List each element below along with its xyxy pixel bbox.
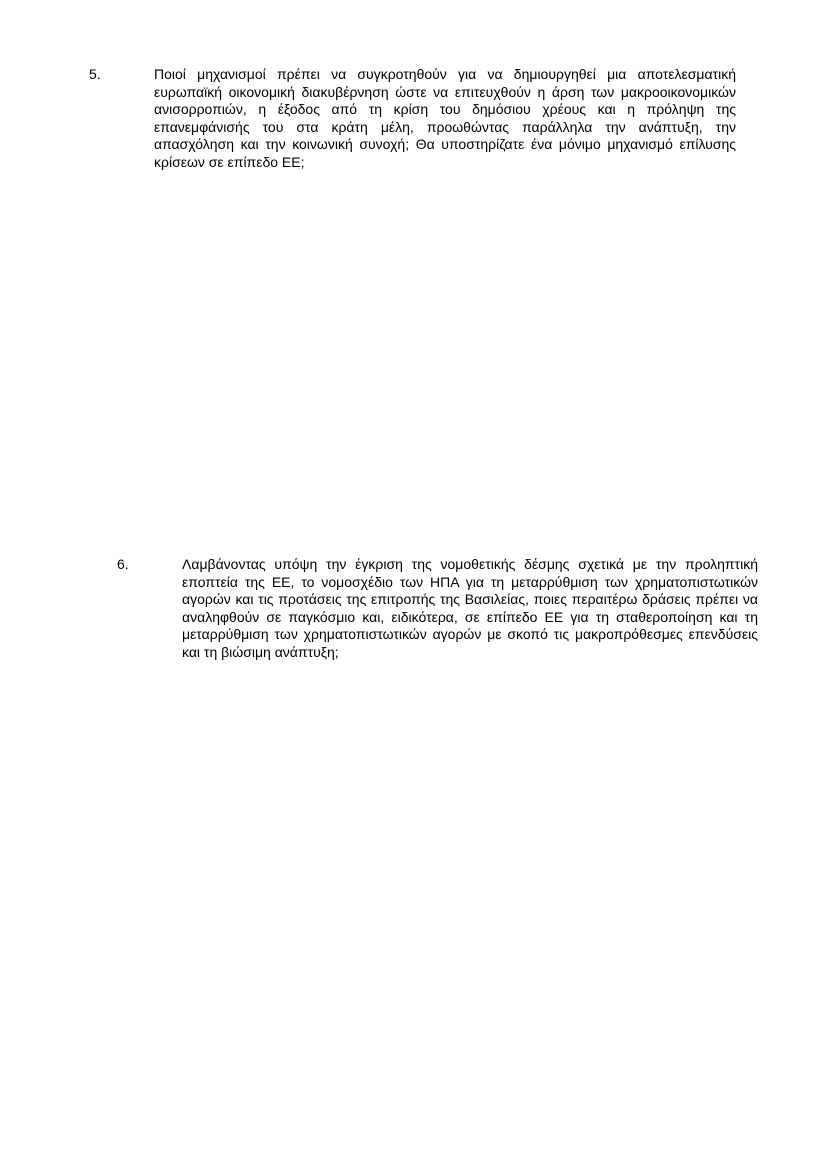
question-text: Λαμβάνοντας υπόψη την έγκριση της νομοθετικής δέσμης σχετικά με την προληπτική εποπτεία της ΕΕ, το νομοσχέδιο των ΗΠΑ για τη μεταρρύθμιση των χρηματοπιστωτικών αγορών και τις προτάσεις της επιτροπής της Βασιλείας, ποιες περαιτέρω δράσεις πρέπει να αναληφθούν σε παγκόσμιο και, ειδικότερα, σε επίπεδο ΕΕ για τη σταθεροποίηση και τη μεταρρύθμιση των χρηματοπιστωτικών αγορών με σκοπό τις μακροπρόθεσμες επενδύσεις και τη βιώσιμη ανάπτυξη;	[182, 556, 758, 660]
question-text: Ποιοί μηχανισμοί πρέπει να συγκροτηθούν για να δημιουργηθεί μια αποτελεσματική ευρωπαϊκή οικονομική διακυβέρνηση ώστε να επιτευχθούν η άρση των μακροοικονομικών ανισορροπιών, η έξοδος από τη κρίση του δημόσιου χρέους και η πρόληψη της επανεμφάνισής του στα κράτη μέλη, προωθώντας παράλληλα την ανάπτυξη, την απασχόληση και την κοινωνική συνοχή; Θα υποστηρίζατε ένα μόνιμο μηχανισμό επίλυσης κρίσεων σε επίπεδο ΕΕ;	[154, 66, 736, 170]
question-number: 5.	[89, 66, 101, 82]
question-number: 6.	[117, 556, 129, 572]
